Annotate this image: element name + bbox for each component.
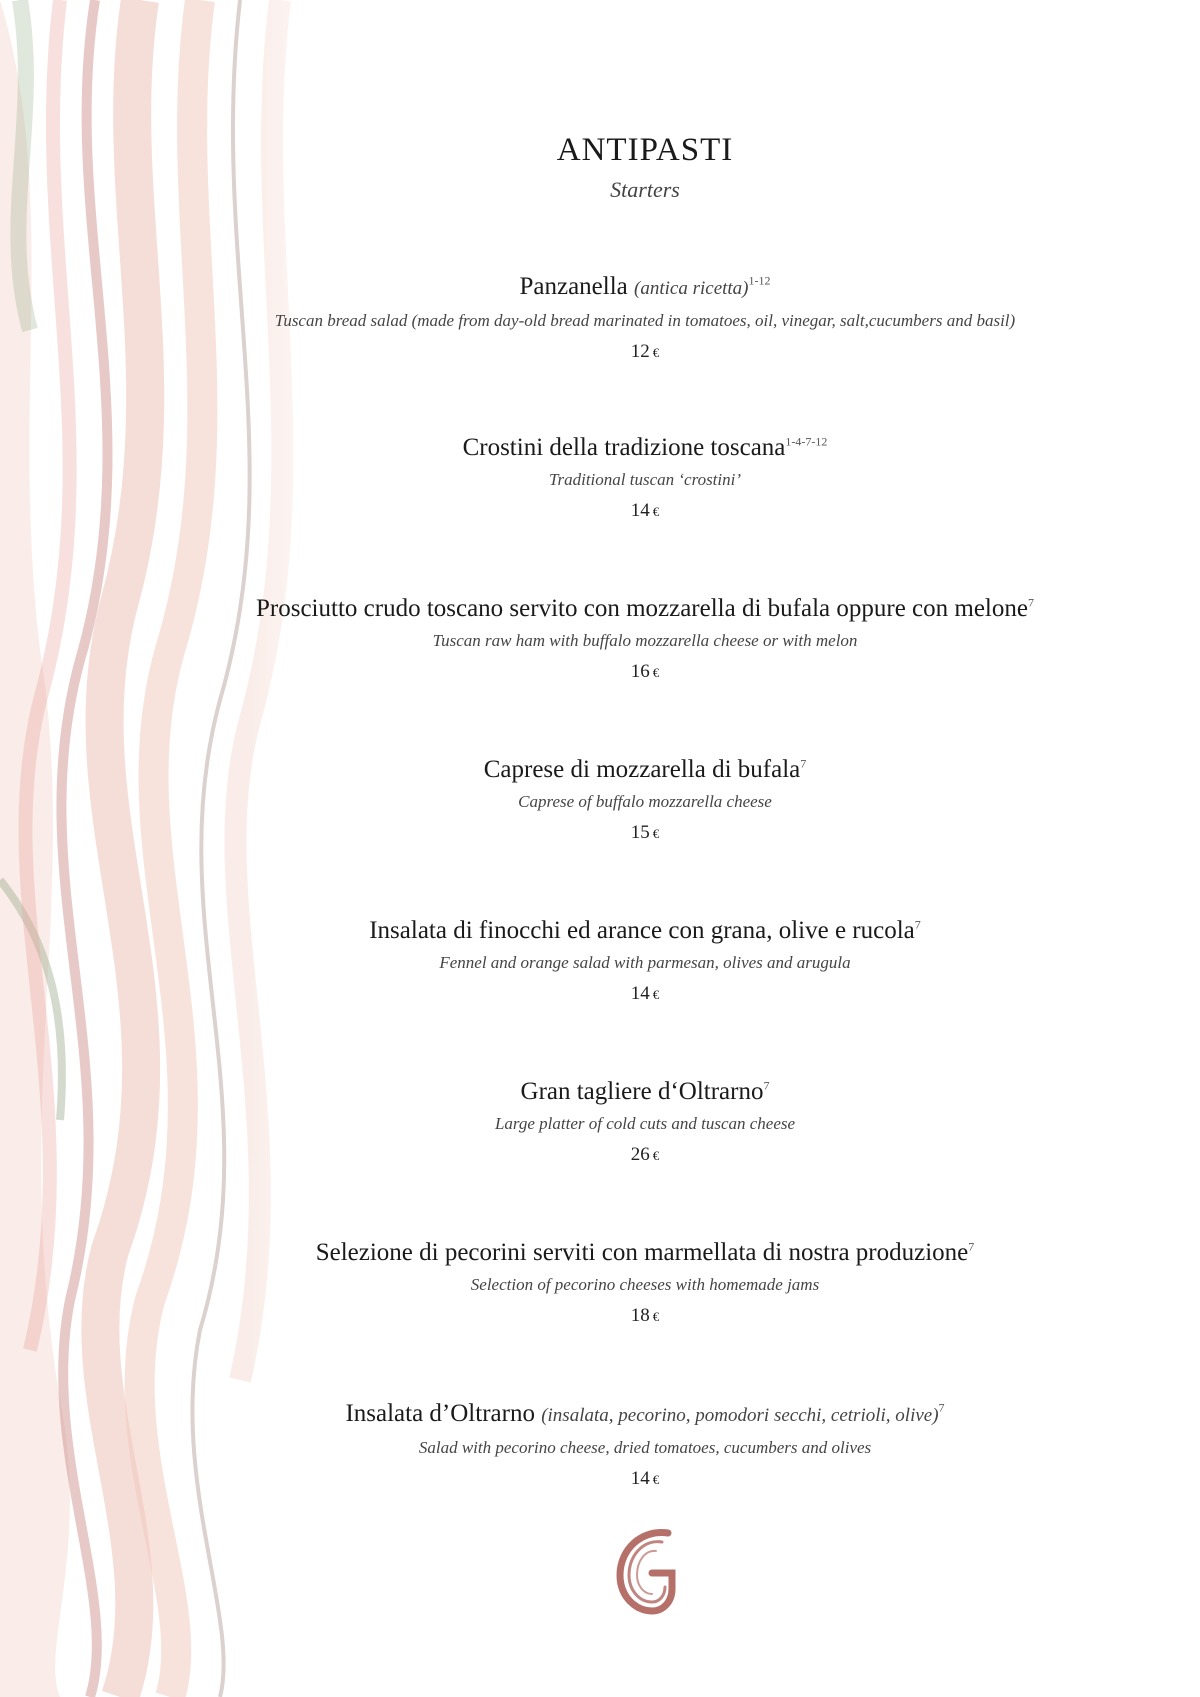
item-description: Traditional tuscan ‘crostini’ <box>548 470 742 489</box>
item-name: Crostini della tradizione toscana <box>462 434 786 461</box>
allergen-codes: 1-12 <box>748 273 771 288</box>
item-price: 15 € <box>630 822 660 843</box>
allergen-codes: 7 <box>800 756 807 771</box>
item-description: Tuscan raw ham with buffalo mozzarella cheese or with melon <box>432 631 858 650</box>
menu-item-finocchi-salad <box>200 916 1090 1006</box>
menu-item-tagliere <box>200 1077 1090 1167</box>
menu-item-panzanella <box>200 272 1090 364</box>
menu-page <box>200 0 1090 1697</box>
item-note: (insalata, pecorino, pomodori secchi, cetrioli, olive) <box>541 1405 939 1426</box>
item-description: Selection of pecorino cheeses with homemade jams <box>470 1275 820 1294</box>
item-note: (antica ricetta) <box>634 278 749 299</box>
item-description: Caprese of buffalo mozzarella cheese <box>518 792 772 811</box>
item-price: 14 € <box>630 983 660 1004</box>
menu-item-pecorini <box>200 1238 1090 1328</box>
menu-item-prosciutto <box>200 594 1090 684</box>
item-price: 14 € <box>630 1468 660 1489</box>
item-description: Large platter of cold cuts and tuscan cheese <box>494 1114 796 1133</box>
item-name: Selezione di pecorini serviti con marmellata di nostra produzione <box>315 1239 969 1266</box>
item-price: 26 € <box>630 1144 660 1165</box>
item-price: 16 € <box>630 661 660 682</box>
item-price: 12 € <box>630 341 660 362</box>
allergen-codes: 7 <box>938 1400 945 1415</box>
allergen-codes: 7 <box>1027 595 1034 610</box>
allergen-codes: 7 <box>968 1239 975 1254</box>
allergen-codes: 7 <box>914 917 921 932</box>
restaurant-logo-icon <box>612 1527 678 1617</box>
menu-item-insalata-oltrarno <box>200 1399 1090 1491</box>
allergen-codes: 1-4-7-12 <box>785 434 828 449</box>
item-name: Insalata di finocchi ed arance con grana, olive e rucola <box>369 917 915 944</box>
item-price: 18 € <box>630 1305 660 1326</box>
item-name: Prosciutto crudo toscano servito con mozzarella di bufala oppure con melone <box>256 595 1028 622</box>
item-name: Gran tagliere d‘Oltrarno <box>520 1078 764 1105</box>
item-description: Fennel and orange salad with parmesan, olives and arugula <box>439 953 851 972</box>
section-subtitle: Starters <box>610 177 680 202</box>
item-description: Salad with pecorino cheese, dried tomatoes, cucumbers and olives <box>418 1438 872 1457</box>
item-name: Insalata d’Oltrarno <box>345 1400 535 1427</box>
item-price: 14 € <box>630 500 660 521</box>
allergen-codes: 7 <box>763 1078 770 1093</box>
item-description: Tuscan bread salad (made from day-old bread marinated in tomatoes, oil, vinegar, salt,cucumbers and basil) <box>274 311 1016 330</box>
section-title: ANTIPASTI <box>556 132 734 168</box>
item-name: Panzanella <box>519 273 628 300</box>
menu-item-crostini <box>200 433 1090 523</box>
item-name: Caprese di mozzarella di bufala <box>483 756 801 783</box>
menu-item-caprese <box>200 755 1090 845</box>
